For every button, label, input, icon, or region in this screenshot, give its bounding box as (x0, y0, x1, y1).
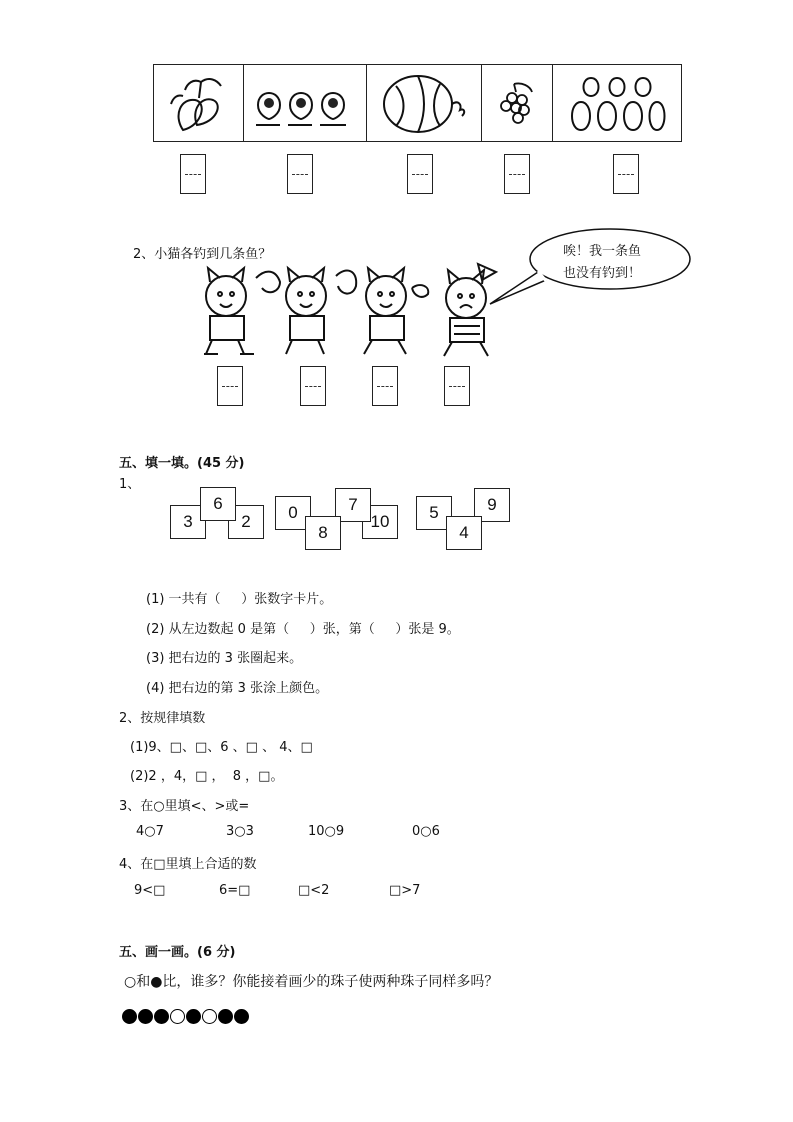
fruit-table (153, 64, 682, 142)
q2-title: 2、小猫各钓到几条鱼？ (133, 247, 272, 262)
peaches-icon (244, 65, 368, 141)
card: 3 (170, 505, 206, 539)
answer-box-1[interactable] (180, 154, 206, 194)
q4-item-2: 6=□ (219, 883, 251, 898)
black-bead (138, 1009, 153, 1024)
answer-box-4[interactable] (504, 154, 530, 194)
cat-answer-box-2[interactable] (300, 366, 326, 406)
black-bead (122, 1009, 137, 1024)
cats-fishing-illustration (196, 258, 506, 364)
q3-item-4: 0○6 (412, 824, 440, 839)
card: 7 (335, 488, 371, 522)
q3-item-2: 3○3 (226, 824, 254, 839)
cat-answer-box-3[interactable] (372, 366, 398, 406)
card: 0 (275, 496, 311, 530)
q1-item-2: (2) 从左边数起 0 是第（ ）张，第（ ）张是 9。 (146, 622, 460, 637)
section-6-title: 五、画一画。(6 分) (119, 945, 236, 960)
card: 4 (446, 516, 482, 550)
section-6-prompt: ○和●比，谁多？你能接着画少的珠子使两种珠子同样多吗？ (124, 974, 499, 990)
black-bead (186, 1009, 201, 1024)
cat-answer-box-4[interactable] (444, 366, 470, 406)
pattern-line-1: (1)9、□、□、6 、□ 、 4、□ (130, 740, 313, 755)
answer-box-5[interactable] (613, 154, 639, 194)
speech-line-1: 唉！我一条鱼 (563, 244, 642, 259)
black-bead (234, 1009, 249, 1024)
bead-row (122, 1009, 250, 1028)
watermelon-icon (367, 65, 482, 141)
answer-box-2[interactable] (287, 154, 313, 194)
section-5-title: 五、填一填。(45 分) (119, 456, 245, 471)
card: 6 (200, 487, 236, 521)
black-bead (218, 1009, 233, 1024)
speech-bubble (528, 228, 691, 291)
speech-line-2: 也没有钓到！ (563, 266, 642, 281)
q4-item-3: □<2 (298, 883, 330, 898)
white-bead (170, 1009, 185, 1024)
card: 5 (416, 496, 452, 530)
q4-item-4: □>7 (389, 883, 421, 898)
q4-title: 4、在□里填上合适的数 (119, 857, 257, 872)
card: 8 (305, 516, 341, 550)
grapes-icon (482, 65, 554, 141)
mango-icon (154, 65, 244, 141)
q1-item-1: (1) 一共有（ ）张数字卡片。 (146, 592, 333, 607)
q3-item-3: 10○9 (308, 824, 345, 839)
card: 9 (474, 488, 510, 522)
q1-item-4: (4) 把右边的第 3 张涂上颜色。 (146, 681, 329, 696)
q2-pattern-title: 2、按规律填数 (119, 711, 206, 726)
card: 2 (228, 505, 264, 539)
section-5-q1: 1、 (119, 477, 141, 492)
q3-item-1: 4○7 (136, 824, 164, 839)
pattern-line-2: (2)2 ，4，□ ， 8 ，□。 (130, 769, 284, 784)
q1-item-3: (3) 把右边的 3 张圈起来。 (146, 651, 303, 666)
card: 10 (362, 505, 398, 539)
black-bead (154, 1009, 169, 1024)
answer-box-3[interactable] (407, 154, 433, 194)
apples-icon (553, 65, 681, 141)
white-bead (202, 1009, 217, 1024)
cat-answer-box-1[interactable] (217, 366, 243, 406)
q4-item-1: 9<□ (134, 883, 166, 898)
q3-title: 3、在○里填<、>或= (119, 799, 250, 814)
